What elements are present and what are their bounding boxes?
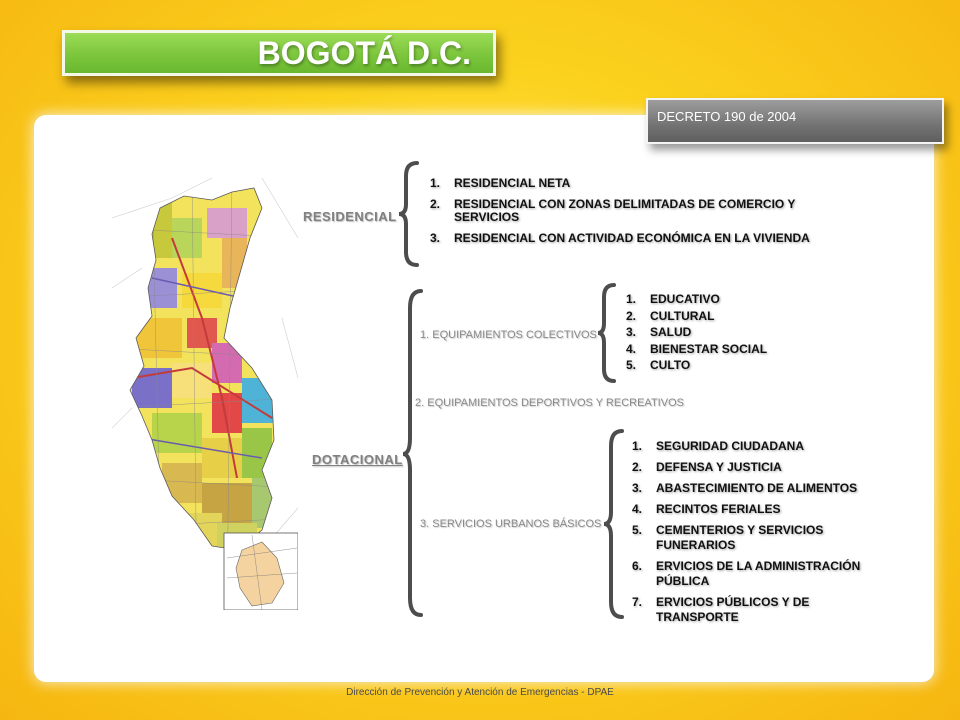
group-equipamientos-colectivos: 1. EQUIPAMIENTOS COLECTIVOS xyxy=(420,329,597,341)
map-inset xyxy=(224,533,298,610)
list-item: 1. EDUCATIVO xyxy=(626,292,720,306)
residencial-list xyxy=(430,177,850,253)
list-item: 2. RESIDENCIAL CON ZONAS DELIMITADAS DE COMERCIO Y SERVICIOS xyxy=(430,197,796,224)
list-item: 7. ERVICIOS PÚBLICOS Y DE TRANSPORTE xyxy=(632,595,810,624)
list-item: 1. SEGURIDAD CIUDADANA xyxy=(632,439,805,453)
bogota-land-use-map xyxy=(112,178,298,610)
list-item: 5. CULTO xyxy=(626,358,691,372)
colectivos-list xyxy=(626,291,826,374)
footer-credit: Dirección de Prevención y Atención de Emergencias - DPAE xyxy=(346,687,614,698)
list-item: 6. ERVICIOS DE LA ADMINISTRACIÓN PÚBLICA xyxy=(632,559,861,588)
list-item: 3. RESIDENCIAL CON ACTIVIDAD ECONÓMICA EN LA VIVIENDA xyxy=(430,231,810,245)
decree-badge: DECRETO 190 de 2004 xyxy=(646,98,944,144)
title-banner: BOGOTÁ D.C. xyxy=(62,30,496,76)
dotacional-label: DOTACIONAL xyxy=(312,452,403,467)
group-servicios-urbanos: 3. SERVICIOS URBANOS BÁSICOS xyxy=(420,518,602,530)
list-item: 3. ABASTECIMIENTO DE ALIMENTOS xyxy=(632,481,858,495)
list-item: 2. CULTURAL xyxy=(626,308,715,323)
group-equipamientos-deportivos: 2. EQUIPAMIENTOS DEPORTIVOS Y RECREATIVOS xyxy=(415,397,684,409)
list-item: 1. RESIDENCIAL NETA xyxy=(430,176,571,190)
list-item: 3. SALUD xyxy=(626,325,692,339)
list-item: 2. DEFENSA Y JUSTICIA xyxy=(632,460,782,474)
list-item: 5. CEMENTERIOS Y SERVICIOS FUNERARIOS xyxy=(632,523,824,552)
servicios-brace xyxy=(602,428,626,620)
colectivos-brace xyxy=(596,282,618,384)
residencial-brace xyxy=(397,160,421,268)
list-item: 4. BIENESTAR SOCIAL xyxy=(626,341,768,356)
servicios-list xyxy=(632,439,892,631)
residencial-label: RESIDENCIAL xyxy=(303,209,397,224)
list-item: 4. RECINTOS FERIALES xyxy=(632,502,781,516)
